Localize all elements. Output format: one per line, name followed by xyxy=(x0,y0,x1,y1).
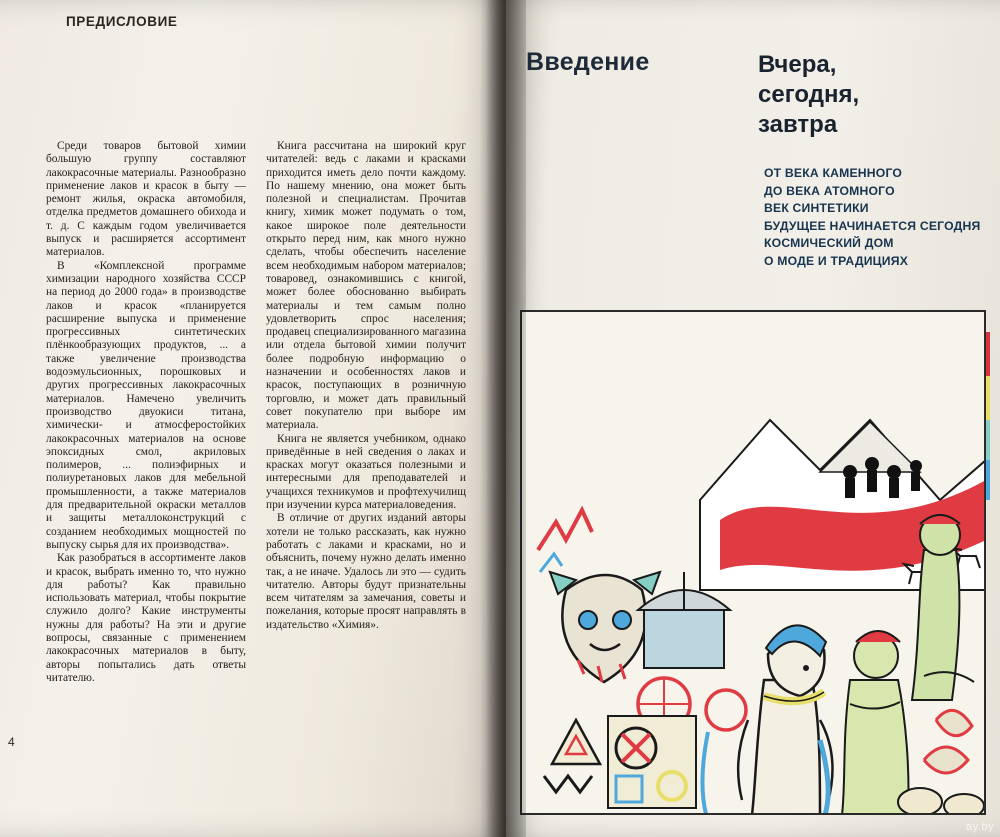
page-title: ПРЕДИСЛОВИЕ xyxy=(66,14,178,29)
chapter-title-line: сегодня, xyxy=(758,81,860,108)
contents-item: КОСМИЧЕСКИЙ ДОМ xyxy=(764,236,894,251)
watermark: ay.by xyxy=(966,821,994,833)
right-page xyxy=(506,0,1000,837)
paragraph: В отличие от других изданий авторы хотели не только рассказать, как нужно работать с лаками и красками, но и объяснить, почему нужно делать именно так, а не иначе. Удалось ли это — судить читателю. Авторы будут признательны всем читателям за замечания, советы и пожелания, которые просят направлять в издательство «Химия». xyxy=(266,512,466,631)
contents-item: ВЕК СИНТЕТИКИ xyxy=(764,201,869,216)
paragraph: Книга рассчитана на широкий круг читателей: ведь с лаками и красками приходится иметь дело почти каждому. По нашему мнению, она может быть полезной и специалистам. Прочитав книгу, химик может подумать о том, какое широкое поле деятельности открыто перед ним, как много нужно сделать, чтобы обеспечить население всем необходимым набором материалов; товаровед, ознакомившись с книгой, может более обоснованно выбирать материалы и тем самым полно удовлетворить спрос населения; продавец специализированного магазина или отдела бытовой химии получит более подробную информацию о назначении и особенностях лаков и красок, поступающих в розничную торговлю, и может дать правильный совет покупателю при выборе им материала. xyxy=(266,140,466,432)
chapter-title-line: завтра xyxy=(758,111,838,138)
page-number: 4 xyxy=(8,735,15,749)
column-right xyxy=(266,140,466,685)
column-left xyxy=(46,140,246,685)
illustration xyxy=(520,120,1000,820)
contents-item: ОТ ВЕКА КАМЕННОГО xyxy=(764,166,903,180)
text-columns xyxy=(46,140,466,685)
contents-item: ДО ВЕКА АТОМНОГО xyxy=(764,183,895,198)
contents-item: БУДУЩЕЕ НАЧИНАЕТСЯ СЕГОДНЯ xyxy=(764,218,981,233)
section-title: Введение xyxy=(526,48,650,76)
paragraph: Как разобраться в ассортименте лаков и красок, выбрать именно то, что нужно для работы? Как правильно использовать материал, чтобы покрытие служило долго? Какие инструменты нужны для работы? На эти и другие вопросы, связанные с применением лакокрасочных материалов в быту, авторы попытались дать ответы читателю. xyxy=(46,552,246,684)
contents-item: О МОДЕ И ТРАДИЦИЯХ xyxy=(764,253,909,268)
chapter-title-line: Вчера, xyxy=(758,51,837,78)
paragraph: Книга не является учебником, однако приведённые в ней сведения о лаках и красках могут оказаться полезными и интересными для преподавателей и учащихся техникумов и профтехучилищ при изучении курса материаловедения. xyxy=(266,432,466,512)
paragraph: Среди товаров бытовой химии большую группу составляют лакокрасочные материалы. Разнообразно применение лаков и красок в быту — ремонт жилья, окраска автомобиля, отделка предметов домашнего обихода и т. д. С каждым годом увеличивается выпуск и расширяется ассортимент материалов. xyxy=(46,140,246,259)
paragraph: В «Комплексной программе химизации народного хозяйства СССР на период до 2000 года» в производстве лаков и красок «планируется расширение выпуска и применение прогрессивных синтетических плёнкообразующих продуктов, ... а также увеличение производства водоэмульсионных, порошковых и других прогрессивных лакокрасочных материалов. Намечено увеличить производство двуокиси титана, химически- и атмосферостойких лакокрасочных материалов на основе эпоксидных смол, акриловых полимеров, ... полиэфирных и полиуретановых лаков для мебельной промышленности, а также материалов для предварительной окраски металлов и защиты металлоконструкций с созданием необходимых мощностей по выпуску сырья для их производства». xyxy=(46,259,246,551)
